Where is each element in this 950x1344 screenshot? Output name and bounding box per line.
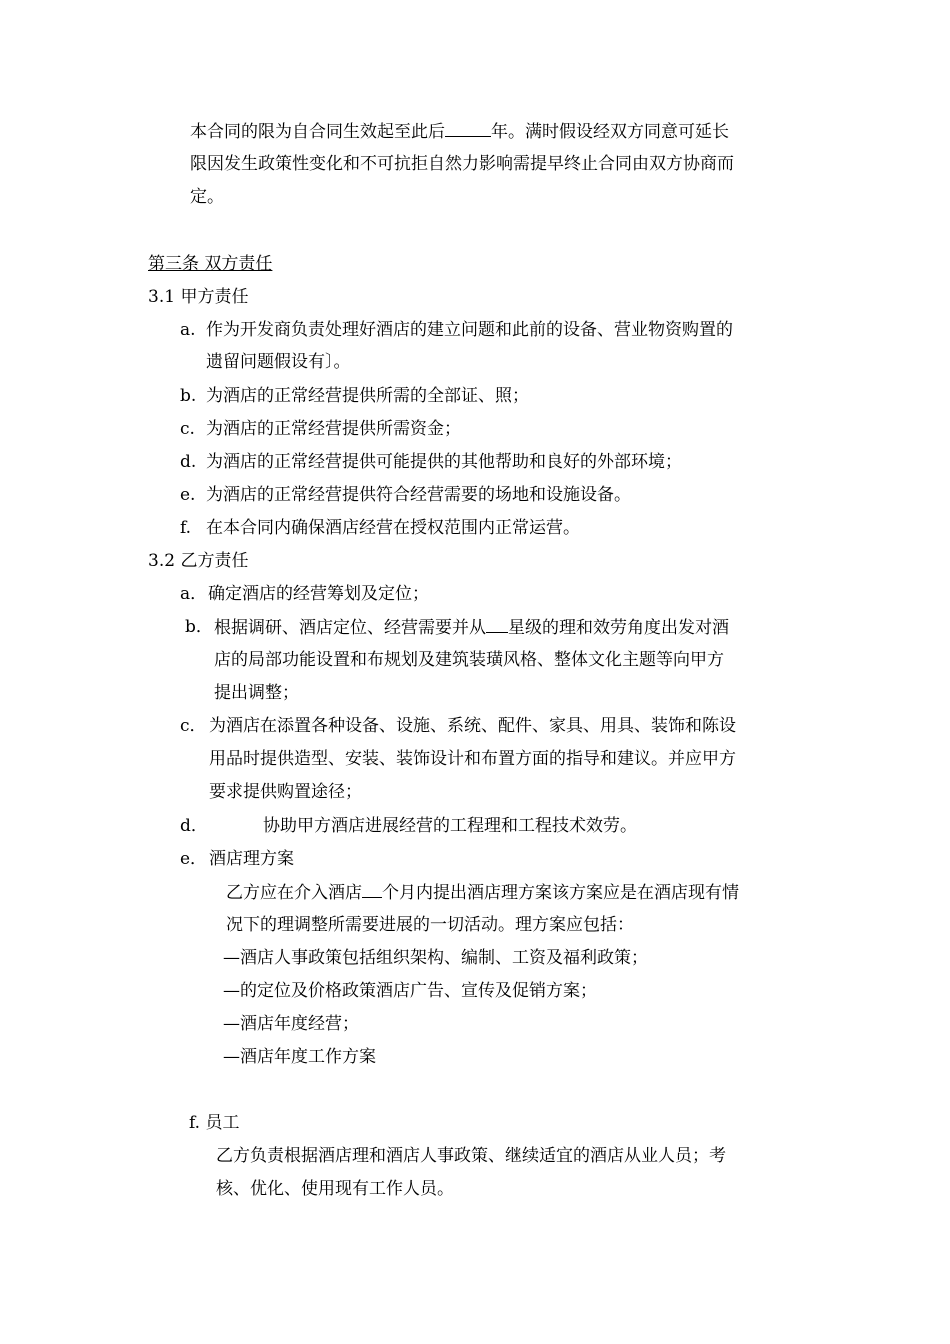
plan-bullet-2: —的定位及价格政策酒店广告、宣传及促销方案； [223, 981, 597, 1001]
article-3-title: 第三条 双方责任 [148, 254, 273, 274]
party-a-item-c-text: 为酒店的正常经营提供所需资金； [206, 419, 461, 439]
party-b-item-f-title: f. 员工 [189, 1113, 240, 1133]
party-b-item-d-marker: d． [180, 816, 208, 836]
intro-line-2: 限因发生政策性变化和不可抗拒自然力影响需提早终止合同由双方协商而 [190, 154, 734, 174]
party-b-item-c-line-2: 用品时提供造型、安装、装饰设计和布置方面的指导和建议。并应甲方 [209, 749, 736, 769]
party-b-item-a-text: 确定酒店的经营筹划及定位； [208, 584, 429, 604]
party-b-item-e-line-1: 乙方应在介入酒店 个月内提出酒店理方案该方案应是在酒店现有情 [226, 883, 739, 903]
party-a-item-d-text: 为酒店的正常经营提供可能提供的其他帮助和良好的外部环境； [206, 452, 682, 472]
party-a-item-f-marker: f. [180, 518, 192, 538]
party-a-item-a-marker: a. [180, 320, 196, 340]
party-b-item-e-line-2: 况下的理调整所需要进展的一切活动。理方案应包括： [226, 915, 634, 935]
blank-months [362, 881, 382, 898]
party-b-item-f-line-2: 核、优化、使用现有工作人员。 [216, 1179, 454, 1199]
plan-bullet-3: —酒店年度经营； [223, 1014, 359, 1034]
party-b-heading: 3.2 乙方责任 [148, 551, 249, 571]
party-b-item-c-line-3: 要求提供购置途径； [209, 782, 362, 802]
party-b-item-b-line-2: 店的局部功能设置和布规划及建筑装璜风格、整体文化主题等向甲方 [214, 650, 724, 670]
party-a-item-f-text: 在本合同内确保酒店经营在授权范围内正常运营。 [206, 518, 580, 538]
party-a-heading: 3.1 甲方责任 [148, 287, 249, 307]
party-b-item-e-title: 酒店理方案 [209, 849, 294, 869]
party-a-item-e-marker: e. [180, 485, 196, 505]
blank-star-level [486, 616, 508, 633]
blank-years [445, 120, 491, 137]
party-a-item-c-marker: c. [180, 419, 195, 439]
party-b-item-f-line-1: 乙方负责根据酒店理和酒店人事政策、继续适宜的酒店从业人员；考 [216, 1146, 726, 1166]
party-b-item-c-marker: c． [180, 716, 207, 736]
party-b-item-a-marker: a． [180, 584, 208, 604]
party-b-item-b-line-3: 提出调整； [214, 683, 299, 703]
party-a-item-d-marker: d. [180, 452, 197, 472]
party-b-item-b-marker: b． [185, 617, 213, 637]
party-a-item-a-line-1: 作为开发商负责处理好酒店的建立问题和此前的设备、营业物资购置的 [206, 320, 733, 340]
party-b-item-d-text: 协助甲方酒店进展经营的工程理和工程技术效劳。 [263, 816, 637, 836]
party-b-item-b-line-1: 根据调研、酒店定位、经营需要并从 星级的理和效劳角度出发对酒 [214, 618, 729, 638]
party-a-item-b-marker: b. [180, 386, 197, 406]
plan-bullet-4: —酒店年度工作方案 [223, 1047, 376, 1067]
intro-line-3: 定。 [190, 187, 224, 207]
party-a-item-a-line-2: 遗留问题假设有〕。 [206, 352, 351, 372]
party-b-item-c-line-1: 为酒店在添置各种设备、设施、系统、配件、家具、用具、装饰和陈设 [209, 716, 736, 736]
party-a-item-e-text: 为酒店的正常经营提供符合经营需要的场地和设施设备。 [206, 485, 631, 505]
party-b-item-e-marker: e． [180, 849, 208, 869]
intro-line-1: 本合同的限为自合同生效起至此后 年。满时假设经双方同意可延长 [190, 122, 729, 142]
plan-bullet-1: —酒店人事政策包括组织架构、编制、工资及福利政策； [223, 948, 648, 968]
party-a-item-b-text: 为酒店的正常经营提供所需的全部证、照； [206, 386, 529, 406]
